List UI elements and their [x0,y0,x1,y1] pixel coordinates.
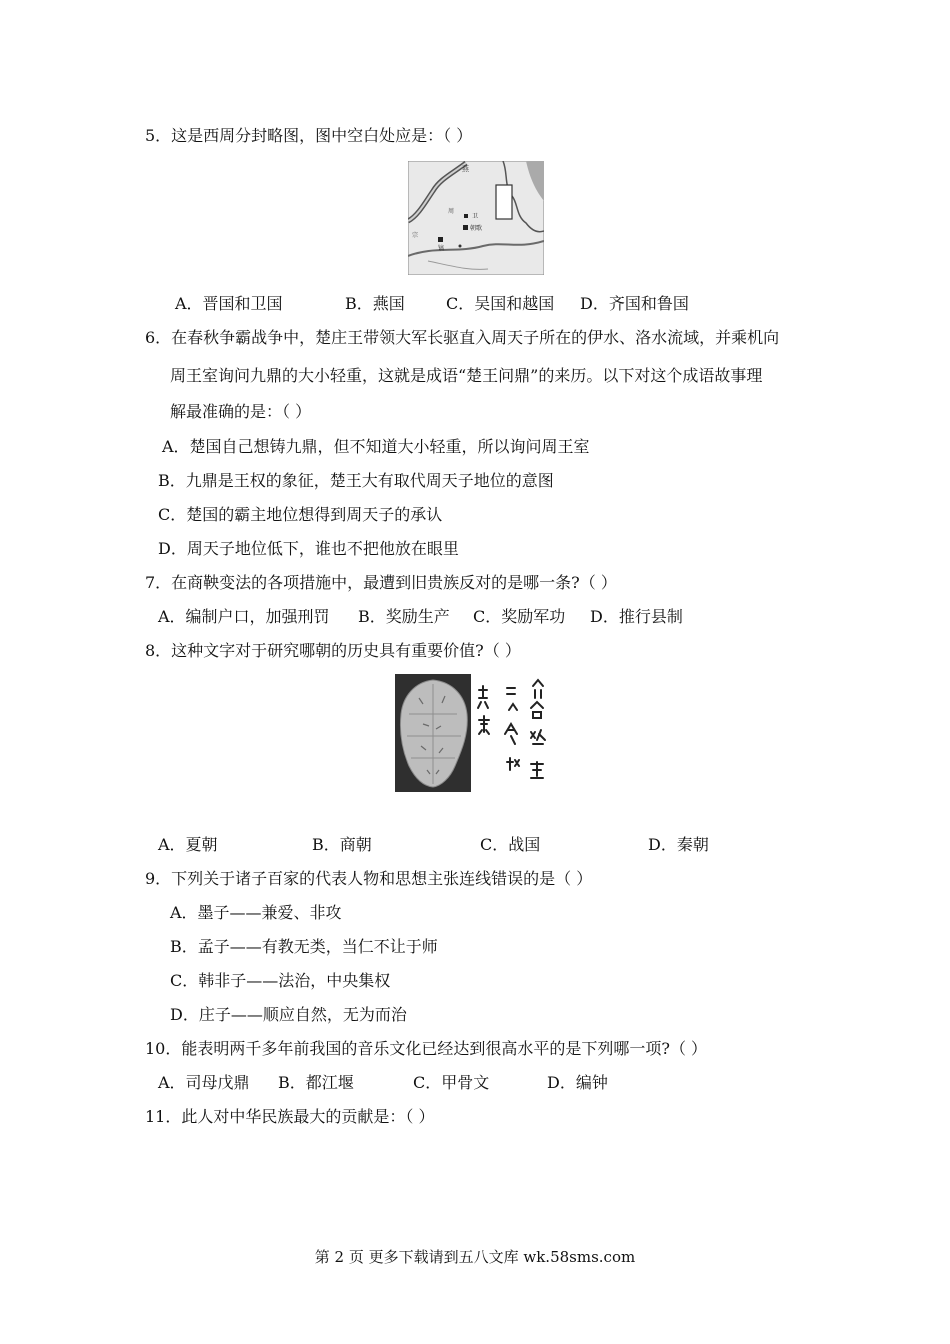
q5-stem: 5．这是西周分封略图，图中空白处应是：（ ） [145,126,473,145]
map-label: 燕 [462,165,469,173]
q7-option-c[interactable]: C．奖励军功 [473,607,566,626]
map-graphic [408,161,544,275]
q5-option-b[interactable]: B．燕国 [345,294,405,313]
q11-stem: 11．此人对中华民族最大的贡献是：（ ） [145,1107,435,1126]
q8-option-b[interactable]: B．商朝 [312,835,372,854]
q6-stem-line-1: 6．在春秋争霸战争中，楚庄王带领大军长驱直入周天子所在的伊水、洛水流域，并乘机向 [145,328,780,347]
q8-stem: 8．这种文字对于研究哪朝的历史具有重要价值?（ ） [145,641,521,660]
map-label: 周 [448,208,455,215]
q6-stem-line-3: 解最准确的是：（ ） [170,402,312,421]
q10-option-c[interactable]: C．甲骨文 [413,1073,490,1092]
q7-option-d[interactable]: D．推行县制 [590,607,683,626]
q10-option-d[interactable]: D．编钟 [547,1073,608,1092]
page-footer: 第 2 页 更多下载请到五八文库 wk.58sms.com [314,1248,636,1266]
q7-stem: 7．在商鞅变法的各项措施中，最遭到旧贵族反对的是哪一条?（ ） [145,573,617,592]
q6-option-a[interactable]: A．楚国自己想铸九鼎，但不知道大小轻重，所以询问周王室 [162,437,590,456]
q6-option-c[interactable]: C．楚国的霸主地位想得到周天子的承认 [158,505,443,524]
q6-option-b[interactable]: B．九鼎是王权的象征，楚王大有取代周天子地位的意图 [158,471,554,490]
q5-option-c[interactable]: C．吴国和越国 [446,294,555,313]
q8-option-c[interactable]: C．战国 [480,835,541,854]
q5-option-a[interactable]: A．晋国和卫国 [175,294,283,313]
q9-option-d[interactable]: D．庄子——顺应自然，无为而治 [170,1005,407,1024]
q10-stem: 10．能表明两千多年前我国的音乐文化已经达到很高水平的是下列哪一项?（ ） [145,1039,708,1058]
q8-option-a[interactable]: A．夏朝 [158,835,218,854]
q9-option-c[interactable]: C．韩非子——法治，中央集权 [170,971,391,990]
q10-option-a[interactable]: A．司母戊鼎 [158,1073,250,1092]
q5-option-d[interactable]: D．齐国和鲁国 [580,294,689,313]
q10-option-b[interactable]: B．都江堰 [278,1073,354,1092]
q9-option-a[interactable]: A．墨子——兼爱、非攻 [170,903,342,922]
zhou-fiefdom-map [408,161,544,275]
q7-option-a[interactable]: A．编制户口，加强刑罚 [158,607,330,626]
q6-option-d[interactable]: D．周天子地位低下，谁也不把他放在眼里 [158,539,459,558]
oracle-bone-image [395,674,555,792]
map-label: 镐 [438,245,445,252]
q9-option-b[interactable]: B．孟子——有教无类，当仁不让于师 [170,937,438,956]
q8-option-d[interactable]: D．秦朝 [648,835,709,854]
oracle-bone-graphic [395,674,555,792]
q9-stem: 9．下列关于诸子百家的代表人物和思想主张连线错误的是（ ） [145,869,593,888]
q6-stem-line-2: 周王室询问九鼎的大小轻重，这就是成语“楚王问鼎”的来历。以下对这个成语故事理 [170,366,763,385]
map-label: 宗 [412,232,419,239]
map-label: 卫 [472,213,479,220]
q7-option-b[interactable]: B．奖励生产 [358,607,450,626]
map-label: 朝歌 [470,225,483,232]
